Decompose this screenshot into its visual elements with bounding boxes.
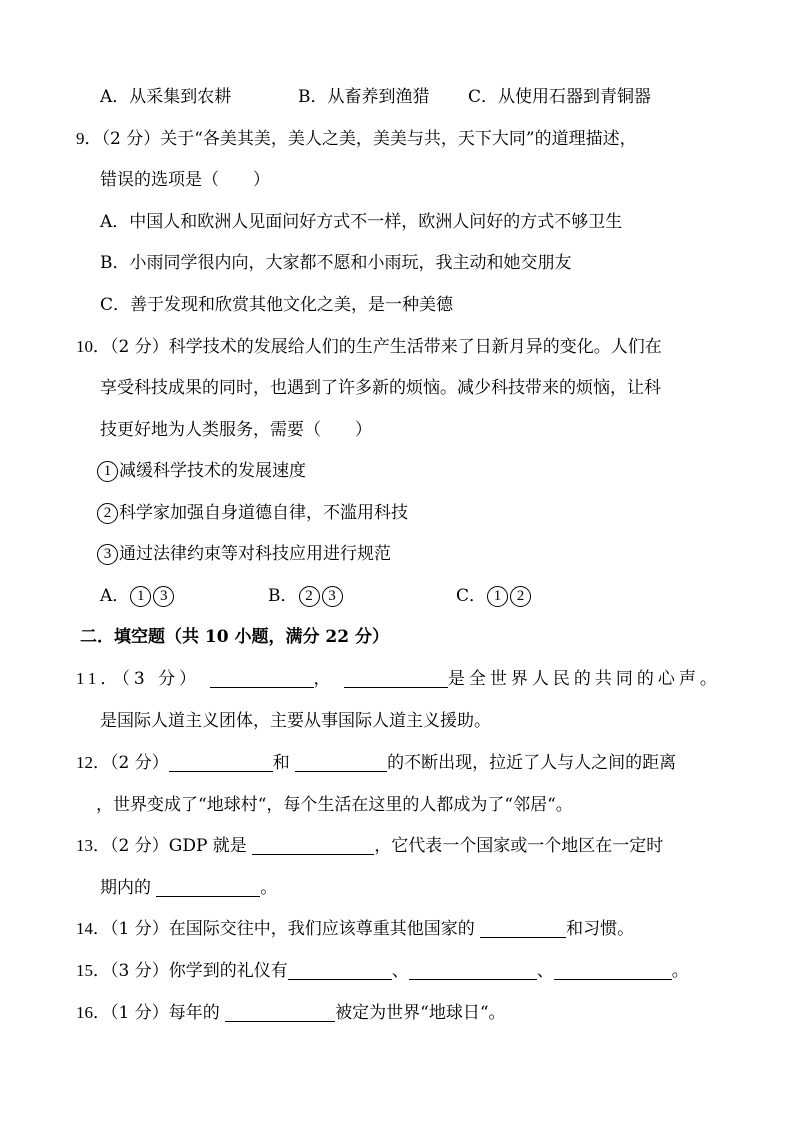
punctuation: 。 bbox=[671, 961, 689, 981]
question-text: GDP 就是 bbox=[168, 836, 247, 856]
circled-number: 1 bbox=[130, 586, 151, 607]
question-score: （1 分） bbox=[110, 919, 169, 939]
q10-stem-line1 bbox=[76, 332, 794, 362]
question-score: （2 分） bbox=[110, 337, 169, 357]
question-number: 15． bbox=[76, 961, 110, 980]
answer-blank[interactable] bbox=[295, 751, 387, 772]
item-text: 通过法律约束等对科技应用进行规范 bbox=[119, 544, 391, 564]
circled-number: 3 bbox=[97, 544, 118, 565]
circled-number: 3 bbox=[153, 586, 174, 607]
question-text: 是国际人道主义团体，主要从事国际人道主义援助。 bbox=[100, 711, 491, 731]
q11-line1 bbox=[76, 664, 794, 694]
section-heading: 二．填空题（共 10 小题，满分 22 分） bbox=[80, 627, 389, 647]
question-number: 14． bbox=[76, 919, 110, 938]
option-text: B．小雨同学很内向，大家都不愿和小雨玩，我主动和她交朋友 bbox=[100, 253, 572, 273]
circled-number: 3 bbox=[322, 586, 343, 607]
item-text: 减缓科学技术的发展速度 bbox=[119, 461, 306, 481]
question-number: 10． bbox=[76, 337, 110, 356]
q10-item-1 bbox=[96, 456, 794, 486]
question-text: 你学到的礼仪有 bbox=[168, 961, 288, 981]
question-score: （3 分） bbox=[121, 669, 201, 689]
q10-options bbox=[100, 581, 794, 611]
question-score: （2 分） bbox=[110, 836, 169, 856]
question-text: 每年的 bbox=[168, 1003, 220, 1023]
circled-number: 1 bbox=[97, 461, 118, 482]
question-number: 16． bbox=[76, 1003, 110, 1022]
answer-blank[interactable] bbox=[480, 917, 566, 938]
answer-blank[interactable] bbox=[554, 959, 672, 980]
connector-text: 和 bbox=[272, 753, 290, 773]
question-number: 13． bbox=[76, 836, 110, 855]
q16-line bbox=[76, 998, 794, 1028]
question-number: 9． bbox=[76, 129, 102, 148]
separator: ， bbox=[313, 669, 335, 689]
q12-line1 bbox=[76, 748, 794, 778]
answer-blank[interactable] bbox=[252, 834, 374, 855]
question-score: （2 分） bbox=[101, 129, 161, 149]
answer-blank[interactable] bbox=[409, 959, 537, 980]
question-text: ，它代表一个国家或一个地区在一定时 bbox=[374, 836, 664, 856]
q10-stem-line3 bbox=[100, 415, 794, 445]
answer-blank[interactable] bbox=[169, 751, 273, 772]
option-label: A． bbox=[100, 586, 130, 606]
answer-blank[interactable] bbox=[156, 876, 260, 897]
question-score: （1 分） bbox=[110, 1003, 169, 1023]
q11-line2 bbox=[100, 706, 794, 736]
q13-line2 bbox=[100, 873, 794, 903]
separator: 、 bbox=[391, 961, 409, 981]
answer-blank[interactable] bbox=[225, 1001, 335, 1022]
q8-option-a[interactable]: A．从采集到农耕 bbox=[100, 87, 232, 107]
circled-number: 2 bbox=[510, 586, 531, 607]
separator: 、 bbox=[536, 961, 554, 981]
q10-option-b[interactable] bbox=[268, 581, 344, 611]
question-text: 和习惯。 bbox=[566, 919, 635, 939]
q10-stem-line2 bbox=[100, 373, 794, 403]
question-score: （2 分） bbox=[110, 753, 169, 773]
punctuation: 。 bbox=[260, 878, 278, 898]
q13-line1 bbox=[76, 831, 794, 861]
q8-options bbox=[100, 82, 794, 112]
question-text: 的不断出现，拉近了人与人之间的距离 bbox=[387, 753, 677, 773]
question-text: ，世界变成了“地球村“，每个生活在这里的人都成为了“邻居“。 bbox=[96, 795, 573, 815]
q10-option-a[interactable] bbox=[100, 581, 175, 611]
answer-blank[interactable] bbox=[288, 959, 392, 980]
option-text: C．善于发现和欣赏其他文化之美，是一种美德 bbox=[100, 295, 454, 315]
question-text: 错误的选项是（ ） bbox=[100, 170, 270, 190]
q10-item-2 bbox=[96, 498, 794, 528]
question-text: 期内的 bbox=[100, 878, 151, 898]
option-label: C． bbox=[456, 586, 487, 606]
circled-number: 2 bbox=[299, 586, 320, 607]
q8-option-c[interactable]: C．从使用石器到青铜器 bbox=[468, 87, 652, 107]
question-text: 在国际交往中，我们应该尊重其他国家的 bbox=[168, 919, 475, 939]
question-text: 享受科技成果的同时，也遇到了许多新的烦恼。减少科技带来的烦恼，让科 bbox=[100, 378, 661, 398]
question-text: 关于“各美其美，美人之美，美美与共，天下大同”的道理描述， bbox=[160, 129, 637, 149]
q10-item-3 bbox=[96, 539, 794, 569]
q9-option-a[interactable] bbox=[100, 207, 794, 237]
question-text: 技更好地为人类服务，需要（ ） bbox=[100, 420, 372, 440]
item-text: 科学家加强自身道德自律，不滥用科技 bbox=[119, 503, 408, 523]
q14-line bbox=[76, 914, 794, 944]
circled-number: 1 bbox=[487, 586, 508, 607]
question-number: 12． bbox=[76, 753, 110, 772]
circled-number: 2 bbox=[97, 503, 118, 524]
answer-blank[interactable] bbox=[344, 667, 448, 688]
q9-option-b[interactable] bbox=[100, 248, 794, 278]
question-number: 11． bbox=[76, 669, 122, 688]
q10-option-c[interactable] bbox=[456, 581, 532, 611]
q8-option-b[interactable]: B．从畜养到渔猎 bbox=[298, 87, 430, 107]
question-text: 科学技术的发展给人们的生产生活带来了日新月异的变化。人们在 bbox=[168, 337, 662, 357]
option-label: B． bbox=[268, 586, 298, 606]
question-text: 是全世界人民的共同的心声。 bbox=[447, 669, 721, 689]
q9-stem-line1 bbox=[76, 124, 794, 154]
q15-line bbox=[76, 956, 794, 986]
q9-stem-line2 bbox=[100, 165, 794, 195]
q9-option-c[interactable] bbox=[100, 290, 794, 320]
q12-line2 bbox=[96, 790, 794, 820]
answer-blank[interactable] bbox=[210, 667, 314, 688]
question-score: （3 分） bbox=[110, 961, 169, 981]
option-text: A．中国人和欧洲人见面问好方式不一样，欧洲人问好的方式不够卫生 bbox=[100, 212, 623, 232]
question-text: 被定为世界“地球日“。 bbox=[335, 1003, 506, 1023]
